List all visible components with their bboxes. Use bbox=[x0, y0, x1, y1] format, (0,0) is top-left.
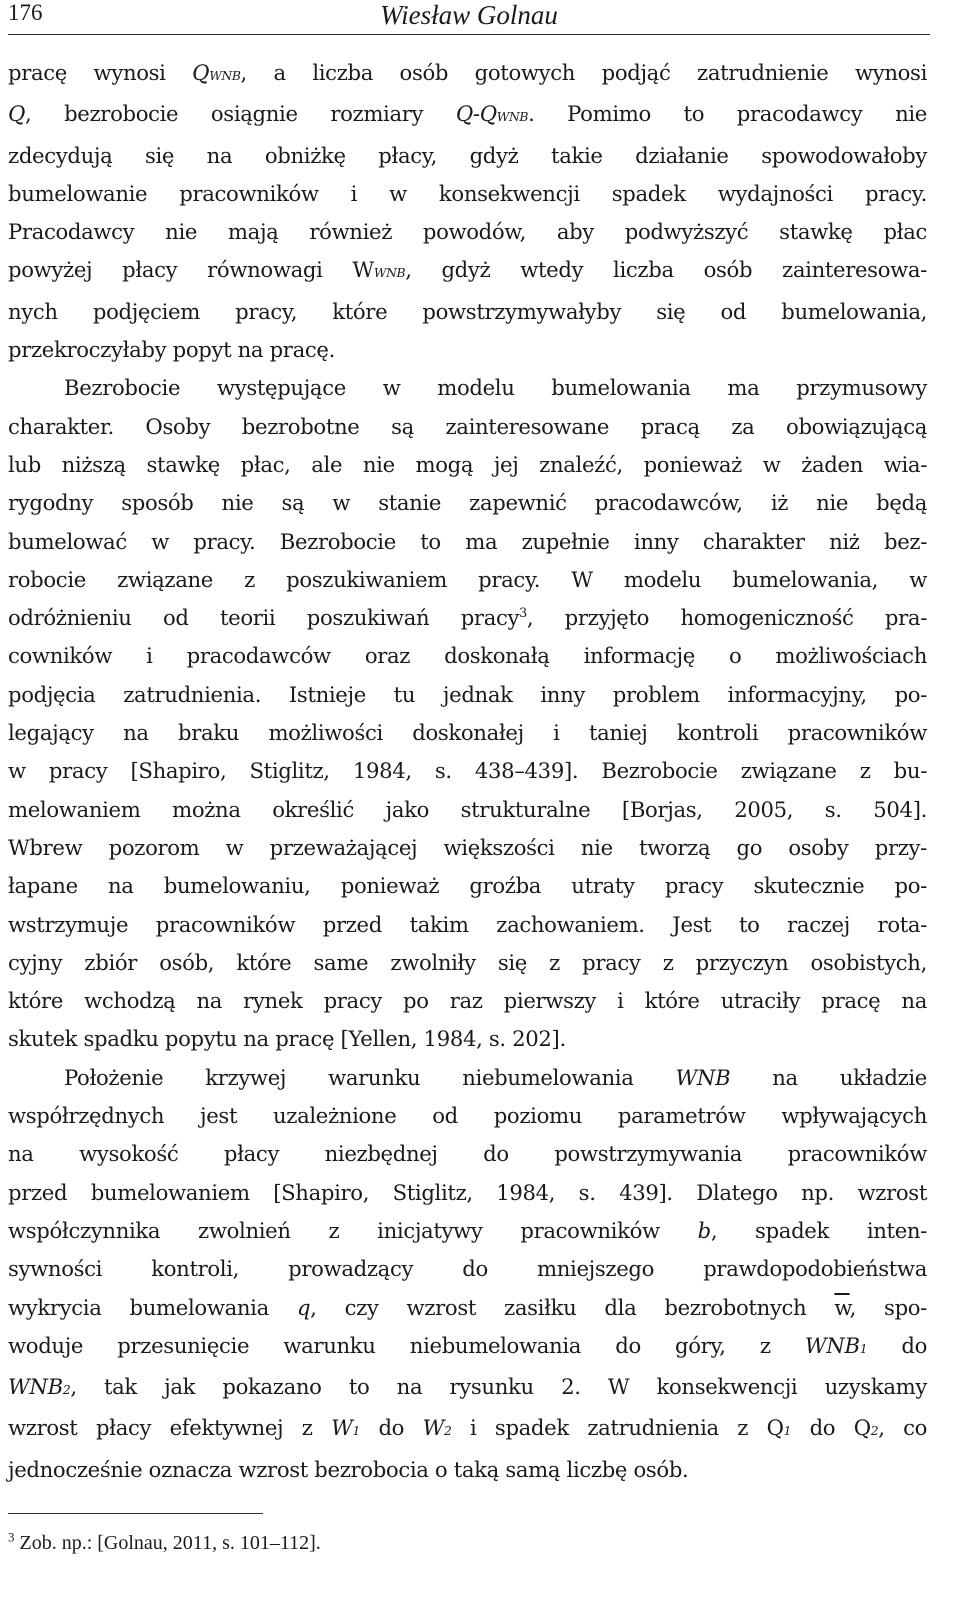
text-line: jednocześnie oznacza wzrost bezrobocia o taką samą liczbę osób. bbox=[8, 1456, 689, 1482]
subscript: WNB bbox=[373, 266, 406, 281]
subscript: 1 bbox=[783, 1424, 792, 1439]
paragraph bbox=[8, 54, 927, 369]
text-line: melowaniem można określić jako strukturalne [Borjas, 2005, s. 504]. bbox=[8, 796, 927, 822]
text-line: wzrost płacy efektywnej z W1 do W2 i spadek zatrudnienia z Q1 do Q2, co bbox=[8, 1415, 928, 1441]
text-line: odróżnieniu od teorii poszukiwań pracy$^3$, przyjęto homogeniczność pra- bbox=[8, 605, 928, 631]
text-line: bumelować w pracy. Bezrobocie to ma zupełnie inny charakter niż bez- bbox=[8, 528, 927, 554]
text-line: zdecydują się na obniżkę płacy, gdyż takie działanie spowodowałoby bbox=[8, 142, 927, 168]
subscript: 1 bbox=[352, 1424, 360, 1439]
overlined-symbol: $\overline{w}$ bbox=[834, 1294, 850, 1320]
italic-term: WNB bbox=[675, 1064, 731, 1090]
subscript: WNB bbox=[209, 69, 241, 83]
footnote bbox=[8, 1529, 321, 1555]
text-line: WNB2, tak jak pokazano to na rysunku 2. W konsekwencji uzyskamy bbox=[8, 1374, 927, 1400]
text-line: Położenie krzywej warunku niebumelowania WNB na układzie bbox=[64, 1064, 927, 1090]
text-line: charakter. Osoby bezrobotne są zainteresowane pracą za obowiązującą bbox=[8, 413, 927, 439]
footnote-text: Zob. np.: [Golnau, 2011, s. 101–112]. bbox=[14, 1532, 321, 1554]
body-text bbox=[8, 54, 927, 1489]
italic-term: WNB bbox=[804, 1332, 860, 1358]
footnote-reference: 3 bbox=[519, 605, 527, 621]
subscript: WNB bbox=[496, 110, 529, 125]
italic-term: W bbox=[331, 1415, 353, 1441]
text-line: Q, bezrobocie osiągnie rozmiary Q-QWNB. Pomimo to pracodawcy nie bbox=[8, 101, 927, 127]
text-line: nych podjęciem pracy, które powstrzymywałyby się od bumelowania, bbox=[8, 298, 927, 324]
text-line: robocie związane z poszukiwaniem pracy. W modelu bumelowania, w bbox=[8, 566, 927, 592]
text-line: przekroczyłaby popyt na pracę. bbox=[8, 337, 335, 363]
footnote-rule bbox=[8, 1513, 263, 1514]
text-line: wstrzymuje pracowników przed takim zachowaniem. Jest to raczej rota- bbox=[8, 911, 927, 937]
subscript: 2 bbox=[870, 1424, 879, 1439]
italic-term: b bbox=[697, 1217, 711, 1243]
italic-term: q bbox=[296, 1294, 311, 1320]
page-header bbox=[8, 0, 930, 35]
text-line: lub niższą stawkę płac, ale nie mogą jej znaleźć, ponieważ w żaden wia- bbox=[8, 451, 927, 477]
text-line: skutek spadku popytu na pracę [Yellen, 1984, s. 202]. bbox=[8, 1026, 566, 1052]
italic-term: WNB bbox=[8, 1374, 63, 1400]
text-line: przed bumelowaniem [Shapiro, Stiglitz, 1984, s. 439]. Dlatego np. wzrost bbox=[8, 1179, 927, 1205]
italic-term: Q bbox=[8, 101, 26, 127]
subscript: 2 bbox=[444, 1424, 452, 1439]
text-line: pracę wynosi QWNB, a liczba osób gotowych podjąć zatrudnienie wynosi bbox=[8, 60, 928, 85]
running-head: Wiesław Golnau bbox=[380, 0, 558, 30]
subscript: 2 bbox=[62, 1383, 71, 1398]
paragraph bbox=[8, 1059, 927, 1489]
text-line: cowników i pracodawców oraz doskonałą informację o możliwościach bbox=[8, 643, 927, 669]
text-line: sywności kontroli, prowadzący do mniejszego prawdopodobieństwa bbox=[8, 1256, 927, 1282]
italic-term: Q bbox=[479, 101, 497, 127]
text-line: w pracy [Shapiro, Stiglitz, 1984, s. 438–439]. Bezrobocie związane z bu- bbox=[8, 758, 927, 784]
text-line: na wysokość płacy niezbędnej do powstrzymywania pracowników bbox=[8, 1141, 927, 1167]
text-line: powyżej płacy równowagi WWNB, gdyż wtedy liczba osób zainteresowa- bbox=[8, 257, 927, 283]
italic-term: Q bbox=[192, 60, 210, 85]
paragraph bbox=[8, 369, 927, 1058]
text-line: legający na braku możliwości doskonałej i taniej kontroli pracowników bbox=[8, 720, 927, 746]
text-line: rygodny sposób nie są w stanie zapewnić pracodawców, iż nie będą bbox=[8, 490, 927, 516]
text-line: współrzędnych jest uzależnione od poziomu parametrów wpływających bbox=[8, 1103, 927, 1129]
text-line: Wbrew pozorom w przeważającej większości nie tworzą go osoby przy- bbox=[8, 834, 927, 860]
italic-term: Q bbox=[455, 101, 473, 127]
text-line: łapane na bumelowaniu, ponieważ groźba utraty pracy skutecznie po- bbox=[8, 873, 927, 899]
text-line: bumelowanie pracowników i w konsekwencji spadek wydajności pracy. bbox=[8, 180, 927, 206]
text-line: Bezrobocie występujące w modelu bumelowania ma przymusowy bbox=[64, 375, 927, 401]
italic-term: W bbox=[422, 1415, 445, 1441]
text-line: wykrycia bumelowania q, czy wzrost zasiłku dla bezrobotnych $\overline{w}$, spo- bbox=[8, 1294, 927, 1320]
text-line: podjęcia zatrudnienia. Istnieje tu jednak inny problem informacyjny, po- bbox=[8, 681, 927, 707]
text-line: które wchodzą na rynek pracy po raz pierwszy i które utraciły pracę na bbox=[8, 988, 927, 1014]
page-number: 176 bbox=[8, 0, 43, 25]
text-line: współczynnika zwolnień z inicjatywy pracowników b, spadek inten- bbox=[8, 1217, 927, 1243]
subscript: 1 bbox=[859, 1341, 868, 1356]
text-line: cyjny zbiór osób, które same zwolniły się z pracy z przyczyn osobistych, bbox=[8, 949, 927, 975]
text-line: woduje przesunięcie warunku niebumelowania do góry, z WNB1 do bbox=[8, 1332, 927, 1358]
text-line: Pracodawcy nie mają również powodów, aby podwyższyć stawkę płac bbox=[8, 219, 927, 245]
footnote-marker: 3 bbox=[8, 1529, 15, 1545]
